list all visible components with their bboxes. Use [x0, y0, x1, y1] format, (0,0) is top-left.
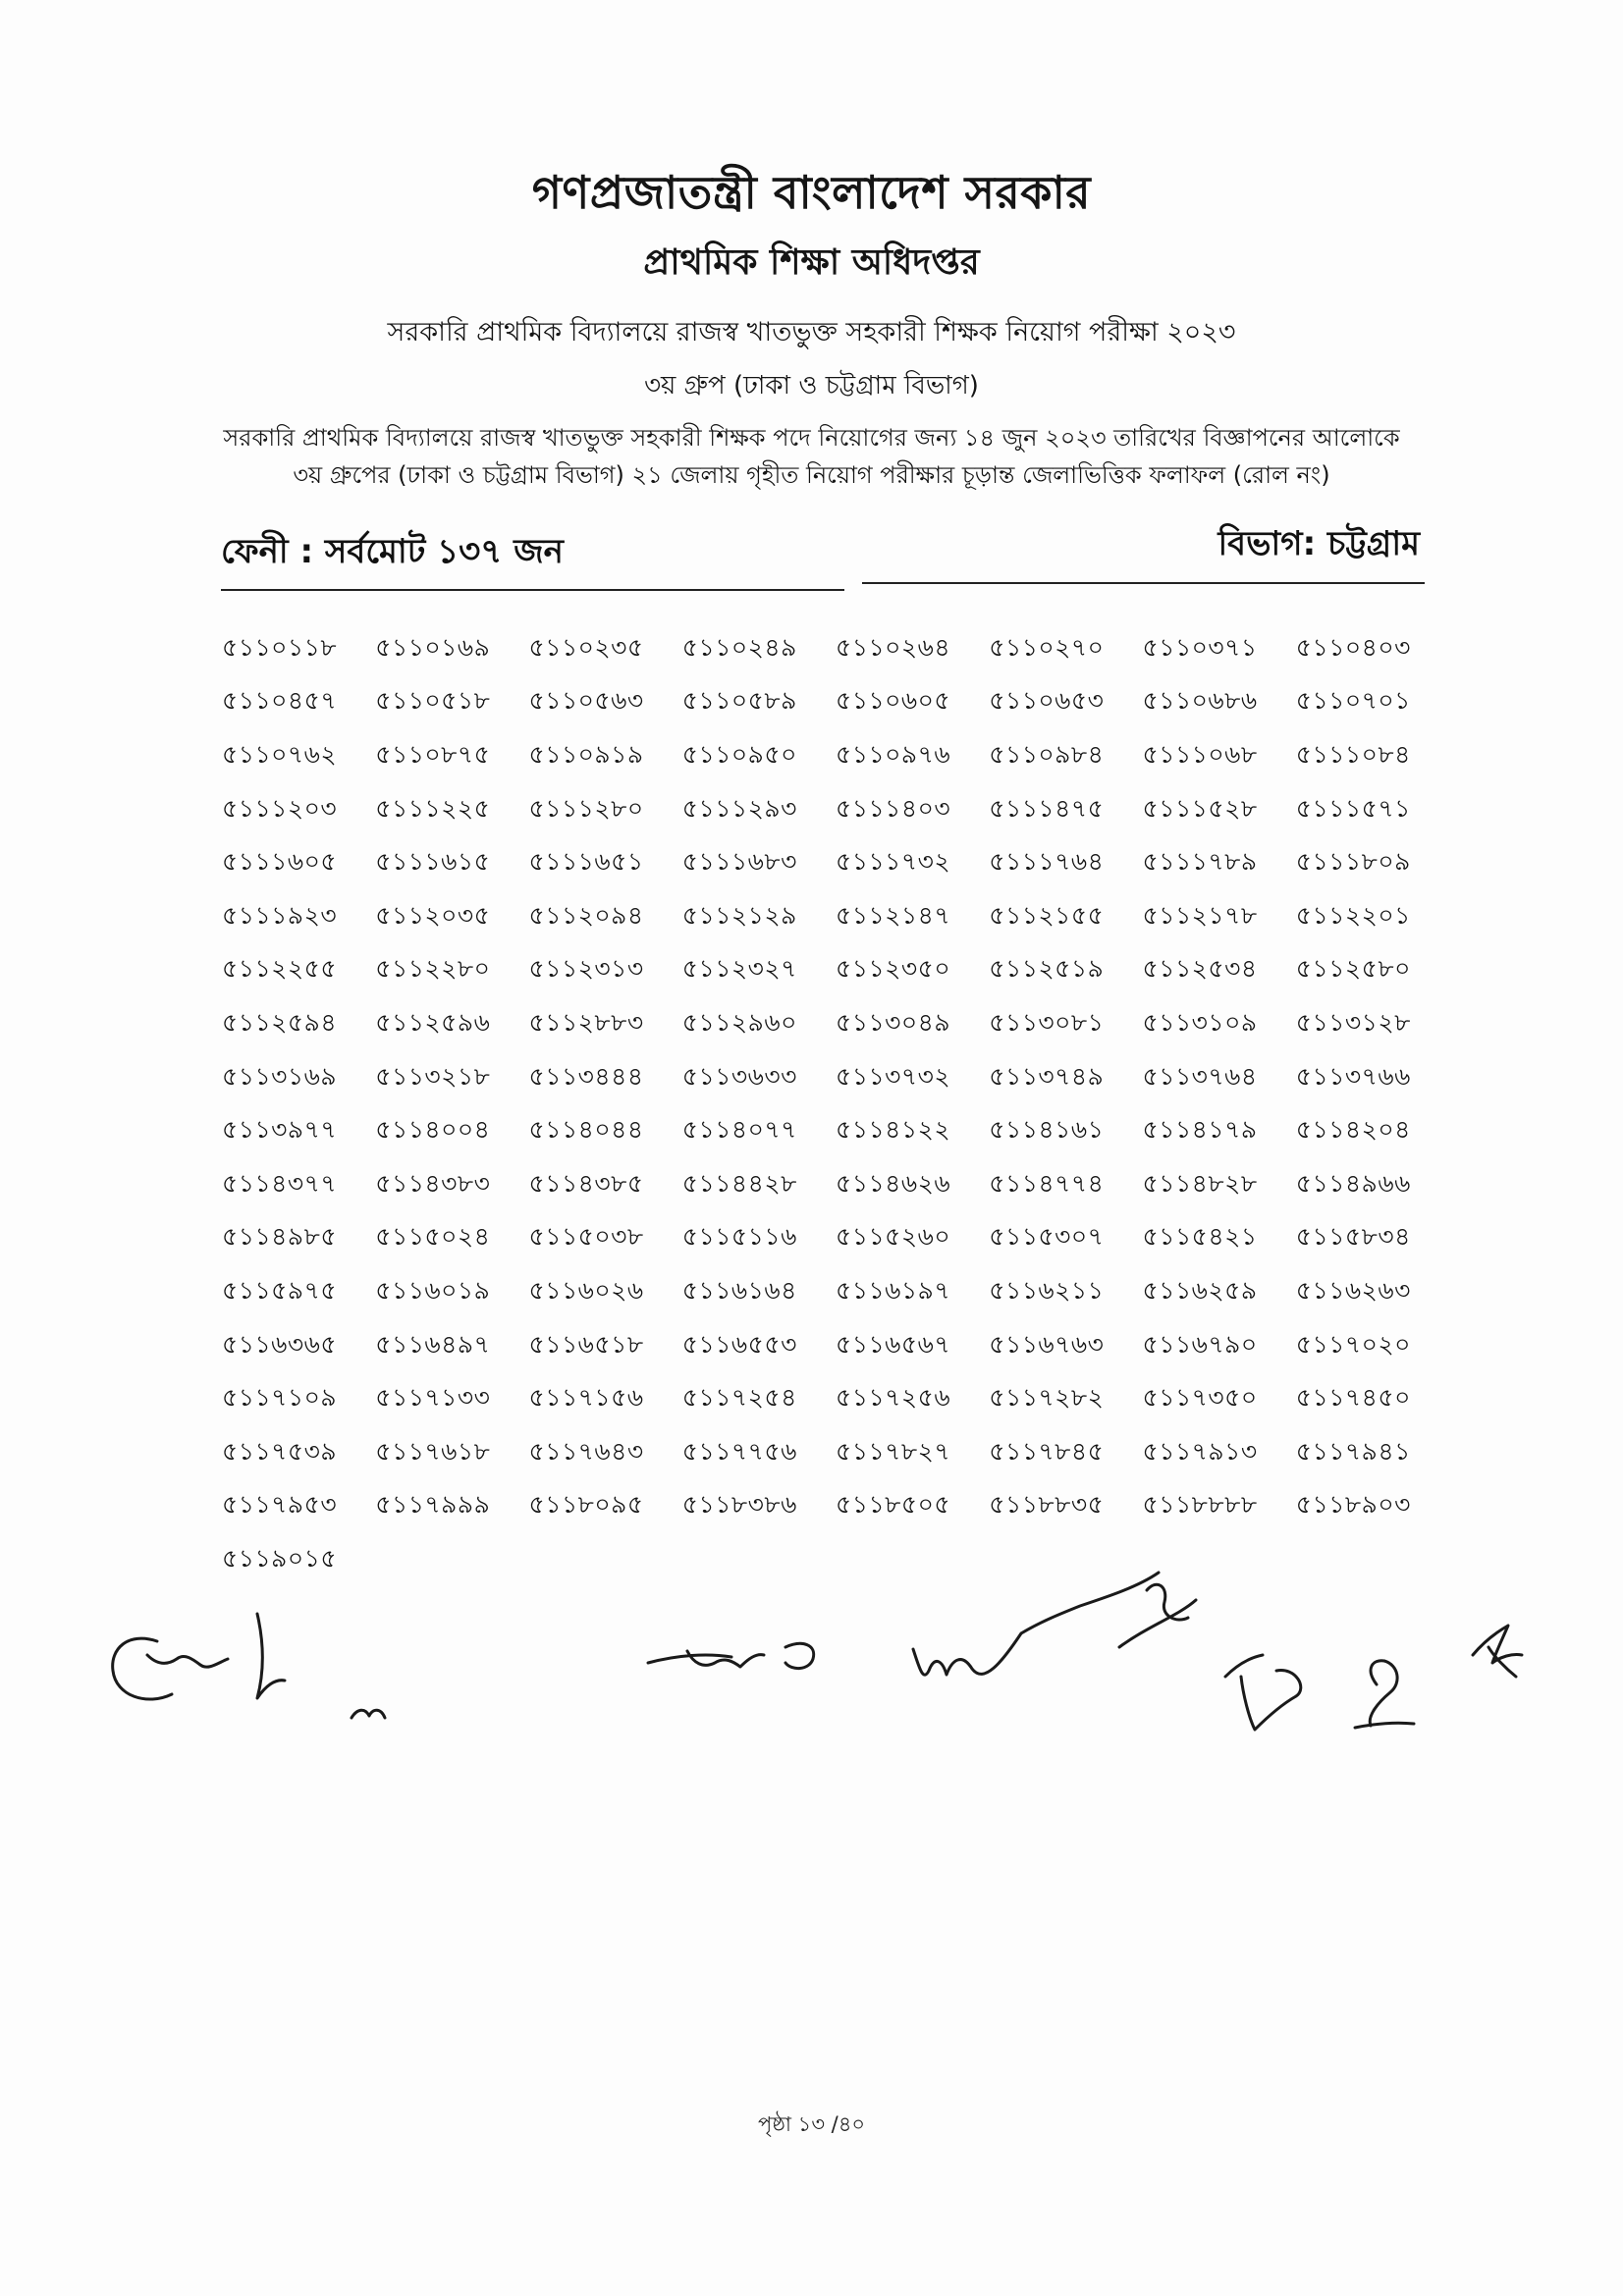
roll-number: ৫১১৭৮২৭ [836, 1436, 951, 1466]
roll-number: ৫১১৭৪৫০ [1295, 1383, 1411, 1413]
roll-number: ৫১১৪৩৮৩ [375, 1168, 491, 1198]
roll-number: ৫১১২৮৮৩ [528, 1007, 644, 1037]
roll-number: ৫১১১৬৫১ [528, 847, 644, 877]
roll-number: ৫১১৭২৮২ [989, 1383, 1105, 1413]
roll-number: ৫১১৮৮৮৮ [1142, 1490, 1258, 1520]
roll-number: ৫১১৪১২২ [836, 1115, 951, 1145]
roll-number: ৫১১০৫১৮ [375, 686, 491, 716]
roll-number: ৫১১৭৬১৮ [375, 1436, 491, 1466]
roll-number: ৫১১৩২১৮ [375, 1061, 491, 1091]
roll-number: ৫১১১৭৩২ [836, 847, 951, 877]
roll-number: ৫১১৪১৭৯ [1142, 1115, 1258, 1145]
roll-number: ৫১১০২৬৪ [836, 632, 951, 662]
roll-number: ৫১১৭৭৫৬ [681, 1436, 797, 1466]
roll-number: ৫১১৬১৬৪ [681, 1275, 797, 1305]
roll-number: ৫১১১৪৭৫ [989, 793, 1105, 823]
roll-number: ৫১১১২৯৩ [681, 793, 797, 823]
roll-number: ৫১১৯০১৫ [222, 1543, 338, 1573]
roll-number: ৫১১২০৩৫ [375, 900, 491, 930]
roll-number: ৫১১৪৭৭৪ [989, 1168, 1105, 1198]
roll-number: ৫১১৩১৬৯ [222, 1061, 338, 1091]
roll-number: ৫১১৭৯৯৯ [375, 1490, 491, 1520]
roll-number: ৫১১০৯৮৪ [989, 739, 1105, 769]
roll-number: ৫১১০৬৮৬ [1142, 686, 1258, 716]
roll-number: ৫১১৬১৯৭ [836, 1275, 951, 1305]
roll-number: ৫১১৮৩৮৬ [681, 1490, 797, 1520]
description-line-1: সরকারি প্রাথমিক বিদ্যালয়ে রাজস্ব খাতভুক্ত সহকারী শিক্ষক পদে নিয়োগের জন্য ১৪ জুন ২০২৩ তারিখের বিজ্ঞাপনের আলোকে [223, 424, 1400, 452]
roll-number: ৫১১৭৯৪১ [1295, 1436, 1411, 1466]
signature-6-stroke [1473, 1626, 1522, 1677]
roll-number: ৫১১৬৩৬৫ [222, 1329, 338, 1359]
roll-number: ৫১১৪২০৪ [1295, 1115, 1411, 1145]
roll-number: ৫১১০২৪৯ [681, 632, 797, 662]
roll-number: ৫১১৪৩৭৭ [222, 1168, 338, 1198]
signature-1-initial [352, 1710, 385, 1718]
roll-number: ৫১১১৪০৩ [836, 793, 951, 823]
roll-row [222, 783, 1449, 837]
signature-3-tail [1119, 1600, 1196, 1647]
roll-number: ৫১১২৫৯৬ [375, 1007, 491, 1037]
roll-number: ৫১১৬৫৫৩ [681, 1329, 797, 1359]
signature-2-stroke [648, 1651, 764, 1667]
roll-row [222, 1426, 1449, 1480]
roll-number: ৫১১৪৩৮৫ [528, 1168, 644, 1198]
roll-number: ৫১১৪০৭৭ [681, 1115, 797, 1145]
page-number: পৃষ্ঠা ১৩ /৪০ [757, 2112, 865, 2136]
roll-row [222, 1319, 1449, 1373]
roll-row [222, 890, 1449, 944]
roll-number: ৫১১৭১৫৬ [528, 1383, 644, 1413]
roll-number: ৫১১০৫৬৩ [528, 686, 644, 716]
roll-number: ৫১১০৬০৫ [836, 686, 951, 716]
roll-number: ৫১১৬৪৯৭ [375, 1329, 491, 1359]
roll-row [222, 944, 1449, 998]
roll-number: ৫১১১৫২৮ [1142, 793, 1258, 823]
roll-number: ৫১১০৪৫৭ [222, 686, 338, 716]
roll-number: ৫১১১০৬৮ [1142, 739, 1258, 769]
roll-number: ৫১১৮৫০৫ [836, 1490, 951, 1520]
roll-number: ৫১১৬২১১ [989, 1275, 1105, 1305]
roll-number: ৫১১১০৮৪ [1295, 739, 1411, 769]
roll-number: ৫১১৭৮৪৫ [989, 1436, 1105, 1466]
roll-number: ৫১১৪০০৪ [375, 1115, 491, 1145]
division-label: বিভাগ: চট্টগ্রাম [1217, 524, 1420, 563]
roll-number: ৫১১০৮৭৫ [375, 739, 491, 769]
government-title: গণপ্রজাতন্ত্রী বাংলাদেশ সরকার [531, 166, 1092, 219]
signature-4-stroke [1225, 1655, 1301, 1730]
roll-number: ৫১১২০৯৪ [528, 900, 644, 930]
roll-number-grid [222, 622, 1449, 1587]
roll-number: ৫১১২৫৮০ [1295, 954, 1411, 984]
roll-number: ৫১১১৬৮৩ [681, 847, 797, 877]
roll-number: ৫১১৭২৫৬ [836, 1383, 951, 1413]
roll-number: ৫১১৬৭৬৩ [989, 1329, 1105, 1359]
roll-number: ৫১১৪৪২৮ [681, 1168, 797, 1198]
roll-number: ৫১১২৯৬০ [681, 1007, 797, 1037]
roll-number: ৫১১৪১৬১ [989, 1115, 1105, 1145]
roll-number: ৫১১১৭৮৯ [1142, 847, 1258, 877]
roll-number: ৫১১১২২৫ [375, 793, 491, 823]
roll-number: ৫১১২৫৯৪ [222, 1007, 338, 1037]
roll-number: ৫১১০৩৭১ [1142, 632, 1258, 662]
roll-number: ৫১১০৯৫০ [681, 739, 797, 769]
roll-number: ৫১১৫৩০৭ [989, 1222, 1105, 1252]
roll-number: ৫১১০৬৫৩ [989, 686, 1105, 716]
signatures-drawing [0, 1561, 1623, 1757]
roll-number: ৫১১১৯২৩ [222, 900, 338, 930]
roll-number: ৫১১১৫৭১ [1295, 793, 1411, 823]
roll-row [222, 1051, 1449, 1105]
roll-number: ৫১১০২৩৫ [528, 632, 644, 662]
roll-number: ৫১১২১৭৮ [1142, 900, 1258, 930]
roll-number: ৫১১২১৪৭ [836, 900, 951, 930]
roll-number: ৫১১৫১১৬ [681, 1222, 797, 1252]
roll-number: ৫১১১২৮০ [528, 793, 644, 823]
roll-number: ৫১১২৫১৯ [989, 954, 1105, 984]
roll-number: ৫১১১৬১৫ [375, 847, 491, 877]
roll-number: ৫১১২১৫৫ [989, 900, 1105, 930]
roll-number: ৫১১২২৮০ [375, 954, 491, 984]
roll-number: ৫১১৮০৯৫ [528, 1490, 644, 1520]
signature-3-stroke [913, 1573, 1159, 1675]
roll-number: ৫১১৭০২০ [1295, 1329, 1411, 1359]
group-title: ৩য় গ্রুপ (ঢাকা ও চট্টগ্রাম বিভাগ) [644, 371, 979, 400]
department-title: প্রাথমিক শিক্ষা অধিদপ্তর [643, 242, 980, 283]
roll-number: ৫১১৩৭৪৯ [989, 1061, 1105, 1091]
roll-number: ৫১১৬০১৯ [375, 1275, 491, 1305]
signature-block [0, 1561, 1623, 1757]
roll-number: ৫১১৩৭৬৬ [1295, 1061, 1411, 1091]
roll-number: ৫১১৪৯৬৬ [1295, 1168, 1411, 1198]
roll-number: ৫১১৬৫৬৭ [836, 1329, 951, 1359]
roll-number: ৫১১৪৯৮৫ [222, 1222, 338, 1252]
roll-number: ৫১১০১৬৯ [375, 632, 491, 662]
roll-number: ৫১১৬৫১৮ [528, 1329, 644, 1359]
roll-number: ৫১১০৭০১ [1295, 686, 1411, 716]
signature-1-stroke-a [113, 1638, 172, 1699]
roll-number: ৫১১৫০৩৮ [528, 1222, 644, 1252]
signature-2-loop [785, 1643, 814, 1668]
roll-number: ৫১১৪০৪৪ [528, 1115, 644, 1145]
roll-number: ৫১১১৬০৫ [222, 847, 338, 877]
roll-number: ৫১১৭৫৩৯ [222, 1436, 338, 1466]
roll-row [222, 622, 1449, 676]
roll-number: ৫১১৬২৬৩ [1295, 1275, 1411, 1305]
roll-number: ৫১১২৩৫০ [836, 954, 951, 984]
roll-number: ৫১১৩৯৭৭ [222, 1115, 338, 1145]
roll-number: ৫১১০১১৮ [222, 632, 338, 662]
roll-number: ৫১১৪৬২৬ [836, 1168, 951, 1198]
roll-number: ৫১১০৪০৩ [1295, 632, 1411, 662]
signature-3-flourish [1147, 1584, 1188, 1620]
roll-number: ৫১১০৭৬২ [222, 739, 338, 769]
roll-number: ৫১১৬২৫৯ [1142, 1275, 1258, 1305]
roll-row [222, 1212, 1449, 1266]
roll-row [222, 729, 1449, 783]
roll-number: ৫১১৭১০৯ [222, 1383, 338, 1413]
roll-number: ৫১১২১২৯ [681, 900, 797, 930]
roll-number: ৫১১৫০২৪ [375, 1222, 491, 1252]
roll-number: ৫১১৩০৪৯ [836, 1007, 951, 1037]
roll-number: ৫১১৮৮৩৫ [989, 1490, 1105, 1520]
roll-number: ৫১১৩১০৯ [1142, 1007, 1258, 1037]
roll-row [222, 676, 1449, 730]
roll-row [222, 1104, 1449, 1158]
signature-5-stroke [1355, 1661, 1414, 1728]
roll-row [222, 997, 1449, 1051]
roll-number: ৫১১৫৮৩৪ [1295, 1222, 1411, 1252]
roll-number: ৫১১৫২৬০ [836, 1222, 951, 1252]
roll-number: ৫১১৩৭৩২ [836, 1061, 951, 1091]
roll-number: ৫১১৩৪৪৪ [528, 1061, 644, 1091]
roll-row [222, 1265, 1449, 1319]
roll-number: ৫১১৪৮২৮ [1142, 1168, 1258, 1198]
roll-number: ৫১১২৫৩৪ [1142, 954, 1258, 984]
roll-number: ৫১১৭৩৫০ [1142, 1383, 1258, 1413]
roll-number: ৫১১৭৯১৩ [1142, 1436, 1258, 1466]
roll-number: ৫১১২২০১ [1295, 900, 1411, 930]
exam-title: সরকারি প্রাথমিক বিদ্যালয়ে রাজস্ব খাতভুক্ত সহকারী শিক্ষক নিয়োগ পরীক্ষা ২০২৩ [387, 317, 1236, 347]
roll-number: ৫১১২৩২৭ [681, 954, 797, 984]
roll-number: ৫১১২২৫৫ [222, 954, 338, 984]
roll-number: ৫১১৩০৮১ [989, 1007, 1105, 1037]
roll-number: ৫১১৭৯৫৩ [222, 1490, 338, 1520]
roll-number: ৫১১৫৯৭৫ [222, 1275, 338, 1305]
description-line-2: ৩য় গ্রুপের (ঢাকা ও চট্টগ্রাম বিভাগ) ২১ জেলায় গৃহীত নিয়োগ পরীক্ষার চূড়ান্ত জেলাভিত্তিক ফলাফল (রোল নং) [293, 461, 1330, 489]
roll-number: ৫১১৭৬৪৩ [528, 1436, 644, 1466]
roll-number: ৫১১৭১৩৩ [375, 1383, 491, 1413]
roll-number: ৫১১৬৭৯০ [1142, 1329, 1258, 1359]
roll-row [222, 1158, 1449, 1212]
roll-number: ৫১১০৯১৯ [528, 739, 644, 769]
roll-number: ৫১১১২০৩ [222, 793, 338, 823]
roll-number: ৫১১০২৭০ [989, 632, 1105, 662]
roll-row [222, 1480, 1449, 1534]
roll-number: ৫১১০৫৮৯ [681, 686, 797, 716]
roll-row [222, 1372, 1449, 1426]
left-divider [221, 589, 844, 591]
roll-number: ৫১১৩৭৬৪ [1142, 1061, 1258, 1091]
roll-number: ৫১১২৩১৩ [528, 954, 644, 984]
district-total-label: ফেনী : সর্বমোট ১৩৭ জন [221, 532, 564, 571]
roll-number: ৫১১১৭৬৪ [989, 847, 1105, 877]
roll-number: ৫১১৭২৫৪ [681, 1383, 797, 1413]
roll-number: ৫১১৮৯০৩ [1295, 1490, 1411, 1520]
roll-number: ৫১১০৯৭৬ [836, 739, 951, 769]
roll-row [222, 836, 1449, 890]
signature-1-stroke-b [147, 1655, 228, 1667]
roll-number: ৫১১৬০২৬ [528, 1275, 644, 1305]
roll-number: ৫১১৩৬৩৩ [681, 1061, 797, 1091]
signature-1-stroke-c [257, 1614, 285, 1698]
roll-number: ৫১১৩১২৮ [1295, 1007, 1411, 1037]
roll-number: ৫১১৫৪২১ [1142, 1222, 1258, 1252]
right-divider [862, 582, 1425, 584]
roll-number: ৫১১১৮০৯ [1295, 847, 1411, 877]
